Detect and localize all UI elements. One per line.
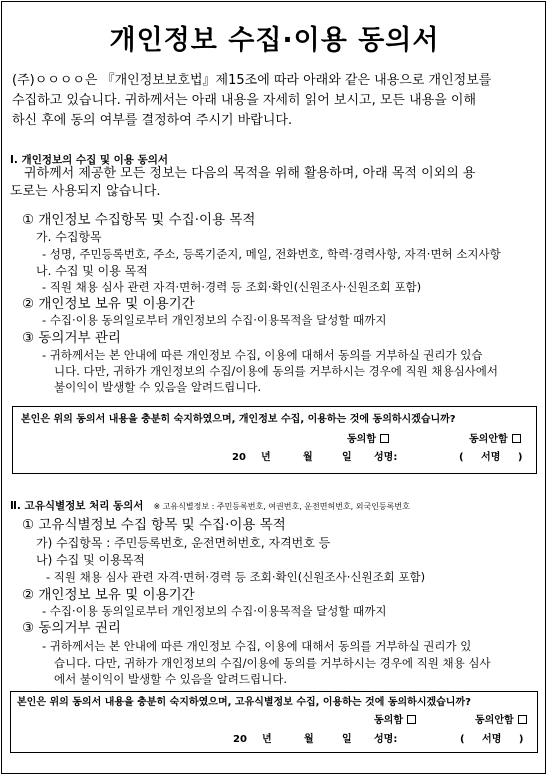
intro-line-3: 하신 후에 동의 여부를 결정하여 주시기 바랍니다. (12, 113, 293, 128)
section1-disagree-option[interactable] (469, 431, 521, 449)
document-title: 개인정보 수집·이용 동의서 (109, 25, 440, 56)
section2-item-1b-detail: - 직원 채용 심사 관련 자격·면허·경력 등 조회·확인(신원조사·신원조회 포함) (46, 570, 426, 584)
section2-item-3: ③ 동의거부 권리 (22, 620, 121, 636)
section2-month-unit: 월 (304, 734, 314, 745)
section2-year-unit: 년 (262, 734, 272, 745)
section1-desc-1: 귀하께서 제공한 모든 정보는 다음의 목적을 위해 활용하며, 아래 목적 이외의 용 (24, 166, 476, 181)
section1-item-3: ③ 동의거부 관리 (22, 330, 121, 346)
section1-item-2-detail: - 수집·이용 동의일로부터 개인정보의 수집·이용목적을 달성할 때까지 (42, 313, 387, 327)
section1-desc-2: 도로는 사용되지 않습니다. (10, 184, 161, 199)
section2-agree-checkbox[interactable] (407, 715, 416, 724)
section1-heading: Ⅰ. 개인정보의 수집 및 이용 동의서 (10, 154, 169, 166)
section2-item-3-detail-2: 습니다. 다만, 귀하가 개인정보의 수집/이용에 동의를 거부하시는 경우에 직원 채용 심사 (54, 656, 491, 670)
section1-item-1a: 가. 수집항목 (36, 230, 102, 244)
section1-item-1a-detail: - 성명, 주민등록번호, 주소, 등록기준지, 메일, 전화번호, 학력·경력사항, 자격·면허 소지사항 (42, 247, 501, 261)
section2-consent-box (10, 691, 538, 753)
section2-agree-label: 동의함 (374, 715, 403, 726)
section2-disagree-label: 동의안함 (475, 715, 514, 726)
section1-consent-question: 본인은 위의 동의서 내용을 충분히 숙지하였으며, 개인정보 수집, 이용하는 것에 동의하시겠습니까? (21, 414, 456, 425)
consent-form-page (1, 1, 546, 774)
section1-year-prefix: 20 (232, 452, 246, 463)
section1-agree-checkbox[interactable] (380, 434, 389, 443)
section2-item-1a: 가) 수집항목 : 주민등록번호, 운전면허번호, 자격번호 등 (36, 536, 331, 550)
section2-disagree-option[interactable] (475, 712, 527, 730)
section1-disagree-label: 동의안함 (469, 434, 508, 445)
section1-item-3-detail-3: 불이익이 발생할 수 있음을 알려드립니다. (54, 380, 262, 394)
section1-month-unit: 월 (303, 452, 313, 463)
section2-item-3-detail-1: - 귀하께서는 본 안내에 따른 개인정보 수집, 이용에 대해서 동의를 거부하실 권리가 있 (42, 639, 472, 653)
section2-name-label: 성명: (374, 734, 398, 745)
section2-item-2-detail: - 수집·이용 동의일로부터 개인정보의 수집·이용목적을 달성할 때까지 (42, 604, 387, 618)
intro-line-1: (주)ㅇㅇㅇㅇ은 『개인정보보호법』제15조에 따라 아래와 같은 내용으로 개인정보를 (12, 73, 492, 88)
section2-signature[interactable]: ( 서명 ) (460, 734, 524, 745)
section2-item-1b: 나) 수집 및 이용목적 (36, 553, 145, 567)
section2-year-prefix: 20 (233, 734, 247, 745)
section2-day-unit: 일 (342, 734, 352, 745)
section1-agree-label: 동의함 (347, 434, 376, 445)
section1-consent-box (12, 406, 537, 474)
section1-disagree-checkbox[interactable] (512, 434, 521, 443)
section2-agree-option[interactable] (374, 712, 416, 730)
section2-consent-question: 본인은 위의 동의서 내용을 충분히 숙지하였으며, 고유식별정보 수집, 이용하는 것에 동의하시겠습니까? (17, 697, 471, 708)
section1-item-3-detail-2: 니다. 다만, 귀하가 개인정보의 수집/이용에 동의를 거부하시는 경우에 직원 채용심사에서 (54, 364, 499, 378)
section1-item-1b-detail: - 직원 채용 심사 관련 자격·면허·경력 등 조회·확인(신원조사·신원조회 포함) (42, 280, 422, 294)
section2-disagree-checkbox[interactable] (518, 715, 527, 724)
intro-line-2: 수집하고 있습니다. 귀하께서는 아래 내용을 자세히 읽어 보시고, 모든 내용을 이해 (12, 93, 477, 108)
section2-item-2: ② 개인정보 보유 및 이용기간 (22, 587, 195, 603)
section1-item-1: ① 개인정보 수집항목 및 수집·이용 목적 (22, 212, 256, 228)
section2-heading-row (10, 497, 410, 516)
section2-item-3-detail-3: 에서 불이익이 발생할 수 있음을 알려드립니다. (54, 672, 288, 686)
section1-item-3-detail-1: - 귀하께서는 본 안내에 따른 개인정보 수집, 이용에 대해서 동의를 거부하실 권리가 있습 (42, 348, 483, 362)
section1-day-unit: 일 (342, 452, 352, 463)
section1-item-1b: 나. 수집 및 이용 목적 (36, 264, 148, 278)
section1-item-2: ② 개인정보 보유 및 이용기간 (22, 296, 195, 312)
section1-agree-option[interactable] (347, 431, 389, 449)
section2-item-1: ① 고유식별정보 수집 항목 및 수집·이용 목적 (22, 517, 286, 533)
section1-signature[interactable]: ( 서명 ) (459, 452, 523, 463)
section1-year-unit: 년 (261, 452, 271, 463)
section2-note: ※ 고유식별정보 : 주민등록번호, 여권번호, 운전면허번호, 외국인등록번호 (153, 502, 410, 511)
section1-name-label: 성명: (374, 452, 398, 463)
section2-heading: Ⅱ. 고유식별정보 처리 동의서 (10, 500, 144, 512)
